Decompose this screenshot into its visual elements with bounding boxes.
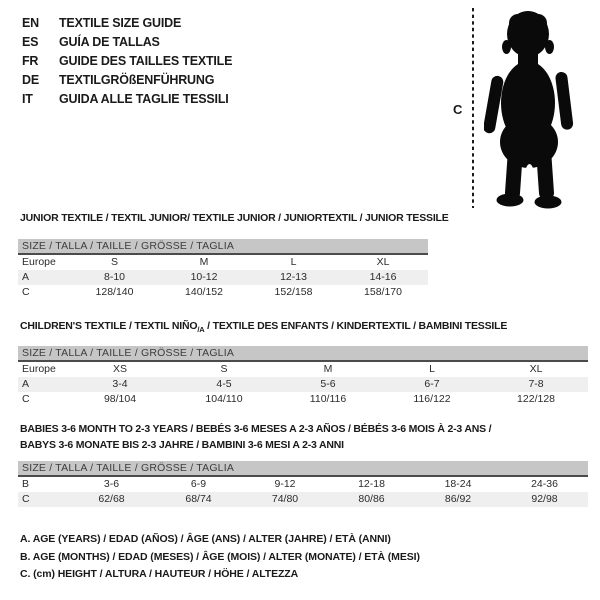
height-cell: 68/74 — [155, 492, 242, 507]
size-cell: S — [110, 256, 118, 268]
lang-label: GUIDE DES TAILLES TEXTILE — [59, 53, 233, 68]
table-row — [18, 476, 588, 492]
size-header-bar: SIZE / TALLA / TAILLE / GRÖSSE / TAGLIA — [18, 461, 588, 476]
lang-row-fr — [22, 51, 232, 70]
months-cell: 6-9 — [190, 478, 207, 490]
lang-code: EN — [22, 15, 39, 30]
lang-label: GUÍA DE TALLAS — [59, 34, 160, 49]
age-cell: 12-13 — [249, 270, 338, 285]
height-cell: 80/86 — [328, 492, 415, 507]
language-title-block — [22, 13, 232, 108]
height-cell: 110/116 — [309, 393, 347, 405]
children-section-title — [20, 320, 507, 334]
size-cell: XS — [112, 363, 127, 375]
title-text: CHILDREN'S TEXTILE / TEXTIL NIÑO — [20, 320, 198, 332]
age-cell: 5-6 — [276, 377, 380, 392]
junior-size-table — [18, 239, 428, 300]
lang-row-it — [22, 89, 232, 108]
lang-row-es — [22, 32, 232, 51]
height-cell: 122/128 — [517, 393, 556, 405]
height-cell: 98/104 — [103, 393, 137, 405]
table-row — [18, 285, 428, 300]
height-cell: 74/80 — [242, 492, 328, 507]
lang-code: IT — [22, 91, 33, 106]
height-cell: 62/68 — [68, 492, 155, 507]
height-cell: 92/98 — [501, 492, 588, 507]
table-row — [18, 392, 588, 407]
months-cell: 18-24 — [444, 478, 472, 490]
size-cell: L — [429, 363, 435, 375]
lang-label: TEXTILE SIZE GUIDE — [59, 15, 182, 30]
row-label: C — [22, 393, 30, 405]
months-cell: 3-6 — [103, 478, 120, 490]
age-cell: 6-7 — [380, 377, 484, 392]
lang-row-de — [22, 70, 232, 89]
note-age-years: A. AGE (YEARS) / EDAD (AÑOS) / ÂGE (ANS) / ALTER (JAHRE) / ETÀ (ANNI) — [20, 533, 391, 545]
height-cell: 116/122 — [413, 393, 451, 405]
months-cell: 24-36 — [531, 478, 558, 490]
row-label: C — [18, 492, 68, 507]
height-measure-label: C — [453, 102, 463, 117]
age-cell: 8-10 — [70, 270, 159, 285]
row-label: A — [18, 270, 70, 285]
size-cell: M — [199, 256, 209, 268]
height-cell: 158/170 — [364, 286, 402, 298]
row-label: Europe — [22, 363, 56, 375]
table-row — [18, 270, 428, 285]
table-row — [18, 361, 588, 377]
height-measure-dashed-line — [471, 8, 475, 208]
title-subscript: /A — [197, 325, 205, 335]
size-cell: XL — [529, 363, 543, 375]
lang-code: DE — [22, 72, 39, 87]
legend-notes — [20, 531, 420, 584]
toddler-silhouette-image — [484, 8, 576, 210]
size-cell: M — [323, 363, 333, 375]
children-size-table — [18, 346, 588, 407]
table-row — [18, 492, 588, 507]
age-cell: 3-4 — [68, 377, 172, 392]
height-cell: 104/110 — [205, 393, 243, 405]
size-header-bar: SIZE / TALLA / TAILLE / GRÖSSE / TAGLIA — [18, 346, 588, 361]
row-label: B — [22, 478, 30, 490]
age-cell: 4-5 — [172, 377, 276, 392]
age-cell: 10-12 — [159, 270, 249, 285]
size-cell: L — [290, 256, 297, 268]
row-label: A — [18, 377, 68, 392]
age-cell: 14-16 — [338, 270, 428, 285]
height-cell: 128/140 — [95, 286, 134, 298]
note-height-cm: C. (cm) HEIGHT / ALTURA / HAUTEUR / HÖHE / ALTEZZA — [20, 568, 299, 580]
junior-section-title: JUNIOR TEXTILE / TEXTIL JUNIOR/ TEXTILE JUNIOR / JUNIORTEXTIL / JUNIOR TESSILE — [20, 212, 449, 224]
title-text: / TEXTILE DES ENFANTS / KINDERTEXTIL / BAMBINI TESSILE — [204, 320, 508, 332]
height-cell: 152/158 — [274, 286, 313, 298]
lang-code: FR — [22, 53, 39, 68]
size-cell: XL — [376, 256, 390, 268]
lang-label: TEXTILGRÖßENFÜHRUNG — [59, 72, 215, 87]
babies-section-title — [20, 421, 491, 453]
babies-size-table — [18, 461, 588, 507]
row-label: C — [22, 286, 30, 298]
row-label: Europe — [22, 256, 56, 268]
height-cell: 140/152 — [185, 286, 223, 298]
months-cell: 9-12 — [274, 478, 296, 490]
size-cell: S — [220, 363, 228, 375]
size-header-bar: SIZE / TALLA / TAILLE / GRÖSSE / TAGLIA — [18, 239, 428, 254]
months-cell: 12-18 — [358, 478, 385, 490]
lang-code: ES — [22, 34, 39, 49]
title-line-2: BABYS 3-6 MONATE BIS 2-3 JAHRE / BAMBINI 3-6 MESI A 2-3 ANNI — [20, 439, 344, 451]
height-cell: 86/92 — [415, 492, 501, 507]
age-cell: 7-8 — [484, 377, 588, 392]
note-age-months: B. AGE (MONTHS) / EDAD (MESES) / ÂGE (MOIS) / ALTER (MONATE) / ETÀ (MESI) — [20, 550, 420, 563]
table-row — [18, 254, 428, 270]
title-line-1: BABIES 3-6 MONTH TO 2-3 YEARS / BEBÉS 3-6 MESES A 2-3 AÑOS / BÉBÉS 3-6 MOIS À 2-3 ANS / — [20, 423, 492, 435]
table-row — [18, 377, 588, 392]
lang-label: GUIDA ALLE TAGLIE TESSILI — [59, 91, 229, 106]
lang-row-en — [22, 13, 232, 32]
